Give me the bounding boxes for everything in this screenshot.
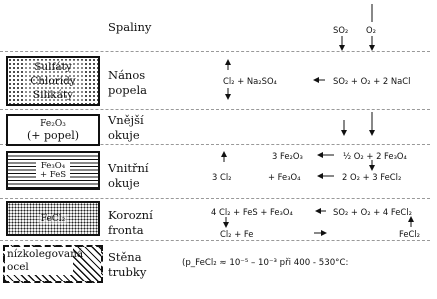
label-nanos: Nános popela — [108, 68, 147, 97]
stena-condition: (p_FeCl₂ ≈ 10⁻⁵ – 10⁻³ při 400 - 530°C: — [182, 258, 349, 268]
vnitrni-r2c: 2 O₂ + 3 FeCl₂ — [342, 172, 402, 182]
vnitrni-r2a: 3 Cl₂ — [212, 172, 232, 182]
box-nanos-text: Sulfáty Chloridy Silikáty — [23, 60, 83, 102]
label-stena: Stěna trubky — [108, 250, 147, 279]
label-spaliny: Spaliny — [108, 20, 152, 34]
korozni-r2b: FeCl₂ — [399, 229, 421, 239]
label-vnitrni: Vnitřní okuje — [108, 161, 149, 190]
korozni-r1b: SO₂ + O₂ + 4 FeCl₂ — [333, 207, 412, 217]
nanos-left: Cl₂ + Na₂SO₄ — [223, 76, 277, 86]
box-vnejsi-bottom: (+ popel) — [26, 129, 80, 142]
box-vnitrni-top: Fe₃O₄ — [40, 160, 66, 171]
vnitrni-r1b: ½ O₂ + 2 Fe₃O₄ — [343, 151, 407, 161]
vnitrni-r1: 3 Fe₂O₃ — [272, 151, 303, 161]
box-stena-text: nízkolegovaná ocel — [7, 248, 84, 273]
label-vnejsi: Vnější okuje — [108, 113, 144, 142]
box-vnitrni-bottom: + FeS — [39, 169, 67, 180]
vnitrni-r2b: + Fe₃O₄ — [268, 172, 301, 182]
spaliny-so2: SO₂ — [333, 25, 349, 35]
korozni-r1: 4 Cl₂ + FeS + Fe₃O₄ — [211, 207, 293, 217]
nanos-right: SO₂ + O₂ + 2 NaCl — [333, 76, 411, 86]
korozni-r2a: Cl₂ + Fe — [220, 229, 254, 239]
box-vnejsi-top: Fe₂O₃ — [40, 119, 66, 129]
spaliny-o2: O₂ — [366, 25, 376, 35]
label-korozni: Korozní fronta — [108, 208, 153, 237]
box-korozni-text: FeCl₂ — [40, 213, 66, 224]
